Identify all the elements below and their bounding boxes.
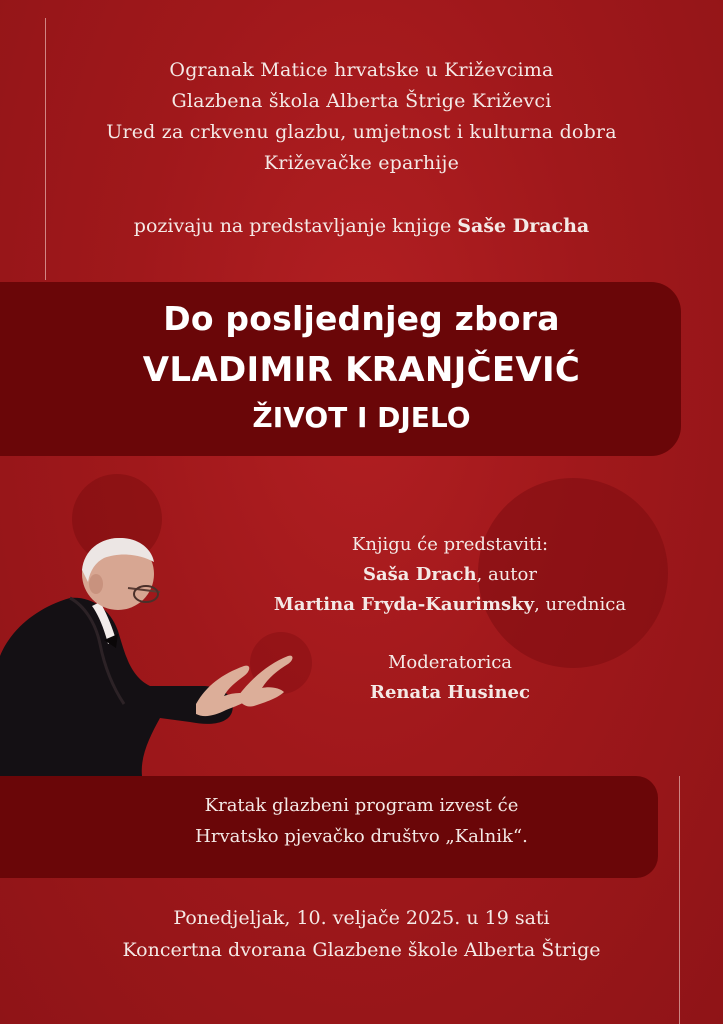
organizer-line: Glazbena škola Alberta Štrige Križevci (171, 90, 552, 112)
invitation-author: Saše Dracha (457, 215, 590, 237)
event-datetime: Ponedjeljak, 10. veljače 2025. u 19 sati (173, 907, 550, 929)
program-block (0, 790, 723, 852)
book-title-line3: ŽIVOT I DJELO (252, 401, 471, 434)
book-title-line2: VLADIMIR KRANJČEVIĆ (142, 350, 581, 390)
presenter-line (240, 560, 660, 590)
presenters-block (240, 530, 660, 708)
moderator-heading: Moderatorica (387, 652, 513, 673)
moderator-name (240, 678, 660, 708)
presenter-role: , autor (476, 564, 537, 585)
book-title (0, 293, 723, 441)
presenters-heading: Knjigu će predstaviti: (351, 534, 549, 555)
presenter-role: , urednica (534, 594, 627, 615)
event-venue: Koncertna dvorana Glazbene škole Alberta Štrige (122, 939, 601, 961)
program-line: Kratak glazbeni program izvest će (204, 795, 519, 816)
presenter-name: Martina Fryda-Kaurimsky (273, 594, 535, 615)
event-info (0, 902, 723, 966)
book-title-line1: Do posljednjeg zbora (163, 299, 560, 338)
organizer-line: Ogranak Matice hrvatske u Križevcima (169, 59, 554, 81)
organizer-line: Ured za crkvenu glazbu, umjetnost i kulturna dobra (106, 121, 617, 143)
presenter-line (240, 590, 660, 620)
moderator-name-text: Renata Husinec (370, 682, 530, 703)
program-line: Hrvatsko pjevačko društvo „Kalnik“. (195, 826, 528, 847)
invitation-text: pozivaju na predstavljanje knjige (133, 215, 458, 237)
presenter-name: Saša Drach (363, 564, 477, 585)
invitation-line (0, 211, 723, 242)
organizer-line: Križevačke eparhije (263, 152, 460, 174)
organizers-block (0, 55, 723, 179)
